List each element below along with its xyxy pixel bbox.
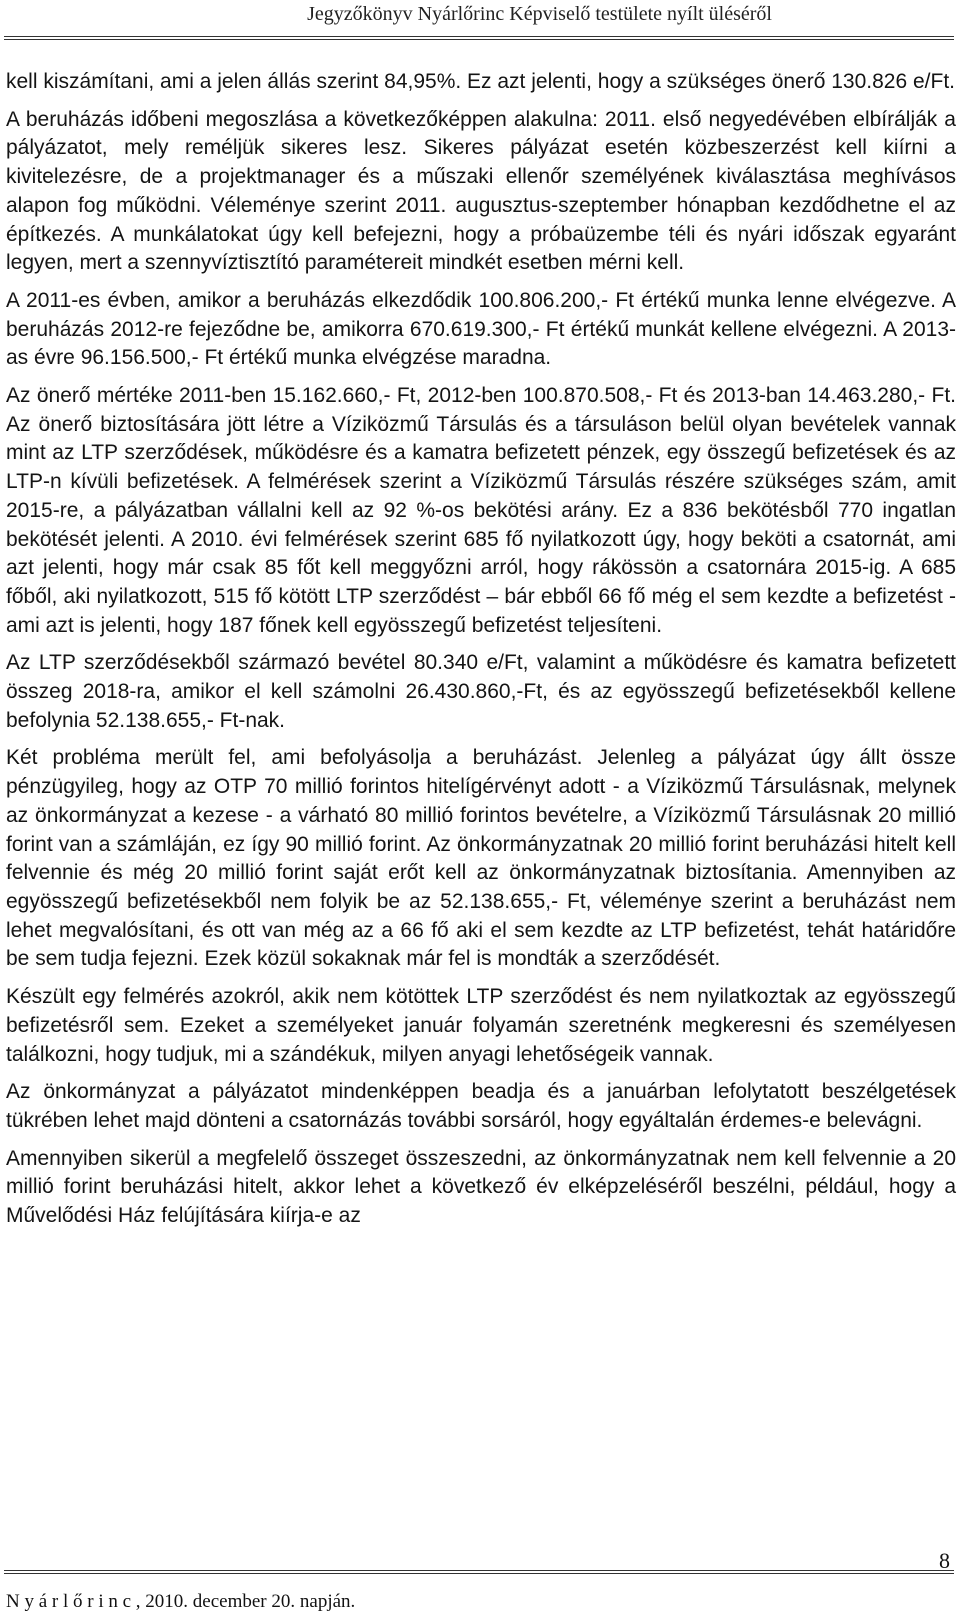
document-body <box>6 68 956 1240</box>
paragraph: Az LTP szerződésekből származó bevétel 80.340 e/Ft, valamint a működésre és kamatra befizetett összeg 2018-ra, amikor el kell számolni 26.430.860,-Ft, és az egyösszegű befizetésekből kellene befolynia 52.138.655,- Ft-nak. <box>6 651 956 732</box>
paragraph: A 2011-es évben, amikor a beruházás elkezdődik 100.806.200,- Ft értékű munka lenne elvégezve. A beruházás 2012-re fejeződne be, amikorra 670.619.300,- Ft értékű munkát kellene elvégezni. A 2013-as évre 96.156.500,- Ft értékű munka elvégzése maradna. <box>6 288 956 370</box>
header-rule <box>4 36 954 40</box>
footer-rule <box>4 1570 954 1574</box>
page-header <box>0 0 960 46</box>
page-footer <box>0 1548 960 1616</box>
paragraph: A beruházás időbeni megoszlása a következőképpen alakulna: 2011. első negyedévében elbírálják a pályázatot, mely reméljük sikeres lesz. Sikeres pályázat esetén közbeszerzést kell kiírni a kivitelezésre, de a projektmanager és a műszaki ellenőr személyének kiválasztása meghívásos alapon fog működni. Véleménye szerint 2011. augusztus-szeptember hónapban kezdődhetne el az építkezés. A munkálatokat úgy kell befejezni, hogy a próbaüzembe téli és nyári időszak egyaránt legyen, mert a szennyvíztisztító paramétereit mindkét esetben mérni kell. <box>6 107 956 275</box>
header-title: Jegyzőkönyv Nyárlőrinc Képviselő testülete nyílt üléséről <box>307 3 772 25</box>
paragraph: Készült egy felmérés azokról, akik nem kötöttek LTP szerződést és nem nyilatkoztak az egyösszegű befizetésről sem. Ezeket a személyeket január folyamán szeretnénk megkeresni és személyesen találkozni, hogy tudjuk, mi a szándékuk, milyen anyagi lehetőségeik vannak. <box>6 985 956 1066</box>
footer-text: N y á r l ő r i n c , 2010. december 20. napján. <box>6 1591 356 1612</box>
paragraph: Az önerő mértéke 2011-ben 15.162.660,- Ft, 2012-ben 100.870.508,- Ft és 2013-ban 14.463.280,- Ft. Az önerő biztosítására jött létre a Víziközmű Társulás és a társuláson belül olyan bevételek vannak mint az LTP szerződések, működésre és a kamatra befizetett pénzek, egy összegű befizetések és az LTP-n kívüli befizetések. A felmérések szerint a Víziközmű Társulás részére szükséges szám, amit 2015-re, a pályázatban vállalni kell az 92 %-os bekötési arány. Ez a 836 bekötésből 770 ingatlan bekötését jelenti. A 2010. évi felmérések szerint 685 fő nyilatkozott úgy, hogy beköti a csatornát, ami azt jelenti, hogy már csak 85 főt kell meggyőzni arról, hogy rákössön a csatornára 2015-ig. A 685 főből, aki nyilatkozott, 515 fő kötött LTP szerződést – bár ebből 66 fő még el sem kezdte a befizetést - ami azt is jelenti, hogy 187 főnek kell egyösszegű befizetést teljesíteni. <box>6 384 956 637</box>
paragraph: Az önkormányzat a pályázatot mindenképpen beadja és a januárban lefolytatott beszélgetések tükrében lehet majd dönteni a csatornázás további sorsáról, hogy egyáltalán érdemes-e belevágni. <box>6 1080 956 1132</box>
paragraph: Amennyiben sikerül a megfelelő összeget összeszedni, az önkormányzatnak nem kell felvennie a 20 millió forint beruházási hitelt, akkor lehet a következő év elképzeléséről beszélni, például, hogy a Művelődési Ház felújítására kiírja-e az <box>6 1146 956 1228</box>
paragraph: kell kiszámítani, ami a jelen állás szerint 84,95%. Ez azt jelenti, hogy a szükséges önerő 130.826 e/Ft. <box>6 70 955 93</box>
page-number: 8 <box>939 1548 950 1573</box>
paragraph: Két probléma merült fel, ami befolyásolja a beruházást. Jelenleg a pályázat úgy állt össze pénzügyileg, hogy az OTP 70 millió forintos hitelígérvényt adott - a Víziközmű Társulásnak, melynek az önkormányzat a kezese - a várható 80 millió forintos bevételre, a Víziközmű Társulásnak 20 millió forint van a számláján, ez így 90 millió forint. Az önkormányzatnak 20 millió forint beruházási hitelt kell felvennie és még 20 millió forint saját erőt kell az önkormányzatnak biztosítania. Amennyiben az egyösszegű befizetésekből nem folyik be az 52.138.655,- Ft, véleménye szerint a beruházást nem lehet megvalósítani, és ott van még az a 66 fő aki el sem kezdte az LTP befizetést, tehát határidőre be sem tudja fejezni. Ezek közül sokaknak már fel is mondták a szerződését. <box>6 746 956 971</box>
